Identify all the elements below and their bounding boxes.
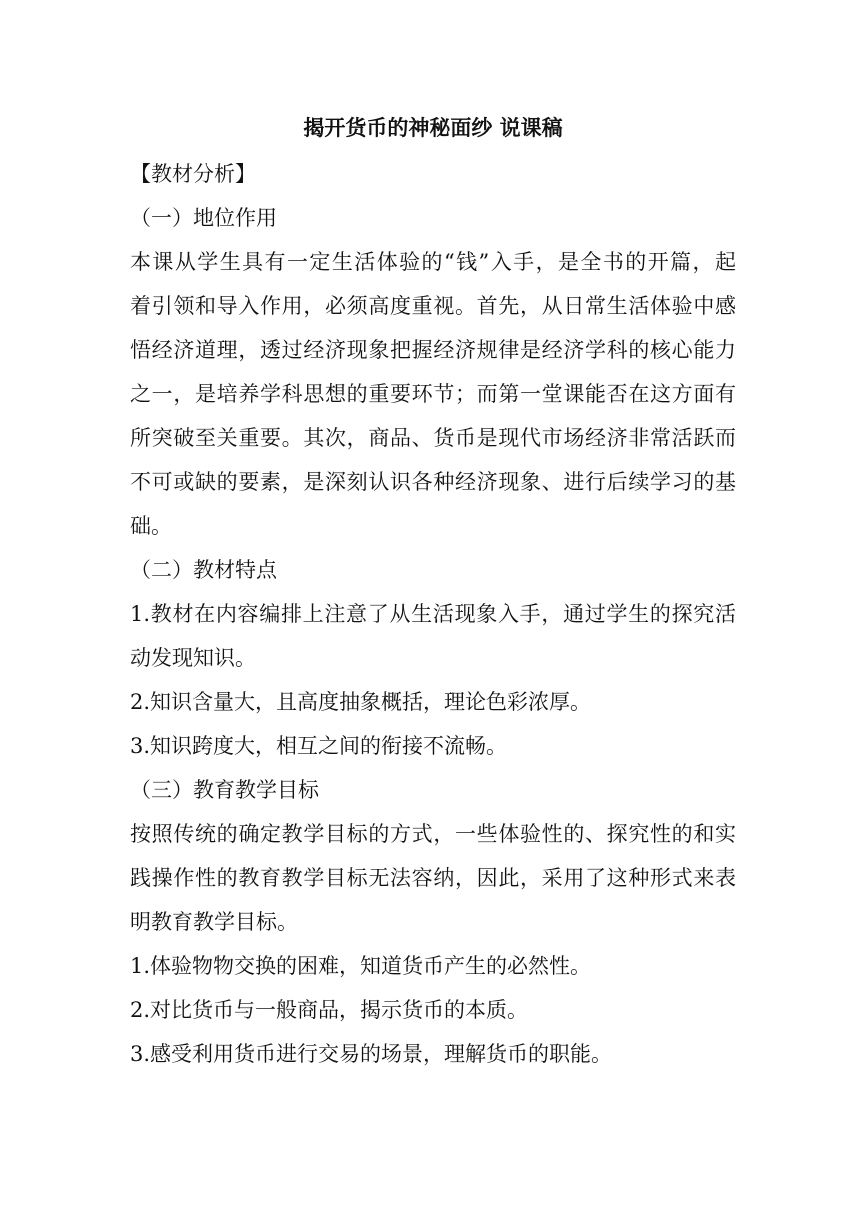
paragraph-line: 本课从学生具有一定生活体验的“钱”入手，是全书的开篇，起 [130, 250, 736, 274]
list-item: 2.对比货币与一般商品，揭示货币的本质。 [130, 998, 529, 1022]
paragraph-line: 不可或缺的要素，是深刻认识各种经济现象、进行后续学习的基 [130, 470, 736, 494]
paragraph-line: 所突破至关重要。其次，商品、货币是现代市场经济非常活跃而 [130, 426, 736, 450]
list-item: 3.知识跨度大，相互之间的衔接不流畅。 [130, 734, 508, 758]
list-item: 2.知识含量大，且高度抽象概括，理论色彩浓厚。 [130, 690, 592, 714]
document-title: 揭开货币的神秘面纱 说课稿 [303, 116, 563, 140]
list-item-line: 1.教材在内容编排上注意了从生活现象入手，通过学生的探究活 [130, 602, 736, 626]
paragraph-line: 明教育教学目标。 [130, 910, 298, 934]
subsection-heading-textbook-features: （二）教材特点 [130, 558, 277, 582]
paragraph-line: 按照传统的确定教学目标的方式，一些体验性的、探究性的和实 [130, 822, 736, 846]
paragraph-line: 着引领和导入作用，必须高度重视。首先，从日常生活体验中感 [130, 294, 736, 318]
list-item: 3.感受利用货币进行交易的场景，理解货币的职能。 [130, 1042, 613, 1066]
document-page [130, 108, 736, 1076]
section-heading: 【教材分析】 [130, 162, 256, 186]
subsection-heading-teaching-goals: （三）教育教学目标 [130, 778, 319, 802]
paragraph-line: 悟经济道理，透过经济现象把握经济规律是经济学科的核心能力 [130, 338, 736, 362]
subsection-heading-position-role: （一）地位作用 [130, 206, 277, 230]
list-item-line: 动发现知识。 [130, 646, 256, 670]
paragraph-line: 之一，是培养学科思想的重要环节；而第一堂课能否在这方面有 [130, 382, 736, 406]
paragraph-line: 践操作性的教育教学目标无法容纳，因此，采用了这种形式来表 [130, 866, 736, 890]
paragraph-line: 础。 [130, 514, 172, 538]
list-item: 1.体验物物交换的困难，知道货币产生的必然性。 [130, 954, 592, 978]
